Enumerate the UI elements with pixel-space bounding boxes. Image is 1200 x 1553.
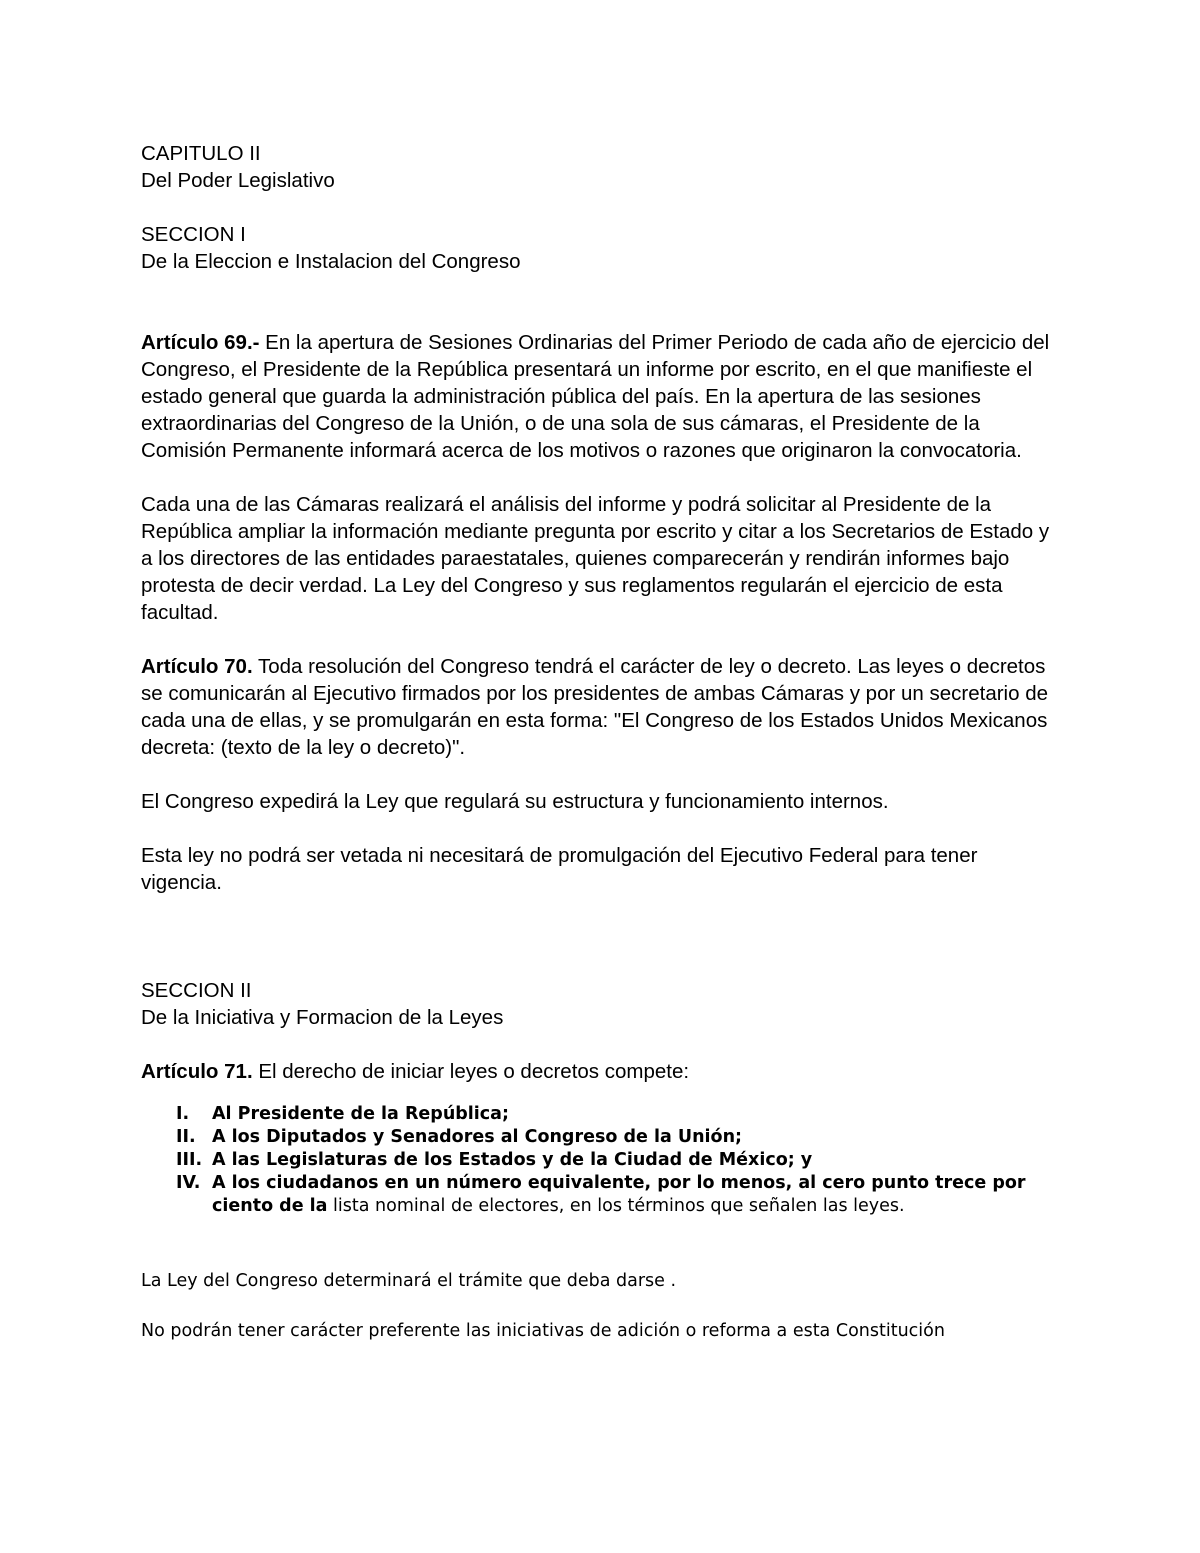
list-item: [141, 1172, 1061, 1218]
list-text-bold: Al Presidente de la República;: [212, 1104, 509, 1124]
article-71-paragraph-after-2: No podrán tener carácter preferente las iniciativas de adición o reforma a esta Constitución: [141, 1321, 945, 1341]
list-text-bold: A las Legislaturas de los Estados y de la Ciudad de México; y: [212, 1150, 813, 1170]
section-title: De la Eleccion e Instalacion del Congreso: [141, 250, 521, 273]
list-text-rest: lista nominal de electores, en los términos que señalen las leyes.: [327, 1196, 905, 1216]
chapter-title: Del Poder Legislativo: [141, 169, 335, 192]
list-number: I.: [176, 1104, 190, 1124]
list-item: [141, 1149, 1061, 1172]
document-page: [141, 140, 1061, 1343]
article-71-label: Artículo 71.: [141, 1060, 253, 1083]
article-71-paragraph-after-1: La Ley del Congreso determinará el trámite que deba darse .: [141, 1271, 677, 1291]
list-text-bold: A los Diputados y Senadores al Congreso de la Unión;: [212, 1127, 743, 1147]
list-item: [141, 1103, 1061, 1126]
section-number: SECCION I: [141, 223, 246, 246]
list-number: II.: [176, 1127, 196, 1147]
article-69-paragraph-1: [141, 329, 1061, 464]
article-71-paragraph-intro: [141, 1058, 1061, 1085]
list-text-bold: A los ciudadanos en un número equivalente, por lo menos, al cero punto trece por ciento de la: [212, 1173, 1026, 1216]
article-70-paragraph-2: El Congreso expedirá la Ley que regulará su estructura y funcionamiento internos.: [141, 790, 889, 813]
article-70-paragraph-1: [141, 653, 1061, 761]
list-item: [141, 1126, 1061, 1149]
article-69-label: Artículo 69.-: [141, 331, 260, 354]
article-69-text-1: En la apertura de Sesiones Ordinarias del Primer Periodo de cada año de ejercicio del Congreso, el Presidente de la República presentará un informe por escrito, en el que manifieste el estado general que guarda la administración pública del país. En la apertura de las sesiones extraordinarias del Congreso de la Unión, o de una sola de sus cámaras, el Presidente de la Comisión Permanente informará acerca de los motivos o razones que originaron la convocatoria.: [141, 331, 1050, 462]
article-71-list: [141, 1103, 1061, 1218]
chapter-number: CAPITULO II: [141, 142, 261, 165]
article-71-intro: El derecho de iniciar leyes o decretos compete:: [252, 1060, 690, 1083]
section-2-number: SECCION II: [141, 979, 252, 1002]
list-number: IV.: [176, 1173, 201, 1193]
article-70-text-1: Toda resolución del Congreso tendrá el carácter de ley o decreto. Las leyes o decretos se comunicarán al Ejecutivo firmados por los presidentes de ambas Cámaras y por un secretario de cada una de ellas, y se promulgarán en esta forma: "El Congreso de los Estados Unidos Mexicanos decreta: (texto de la ley o decreto)".: [141, 655, 1048, 759]
article-70-label: Artículo 70.: [141, 655, 253, 678]
section-2-title: De la Iniciativa y Formacion de la Leyes: [141, 1006, 504, 1029]
list-number: III.: [176, 1150, 203, 1170]
article-69-paragraph-2: Cada una de las Cámaras realizará el análisis del informe y podrá solicitar al Presidente de la República ampliar la información mediante pregunta por escrito y citar a los Secretarios de Estado y a los directores de las entidades paraestatales, quienes comparecerán y rendirán informes bajo protesta de decir verdad. La Ley del Congreso y sus reglamentos regularán el ejercicio de esta facultad.: [141, 493, 1050, 624]
article-70-paragraph-3: Esta ley no podrá ser vetada ni necesitará de promulgación del Ejecutivo Federal para tener vigencia.: [141, 844, 978, 894]
